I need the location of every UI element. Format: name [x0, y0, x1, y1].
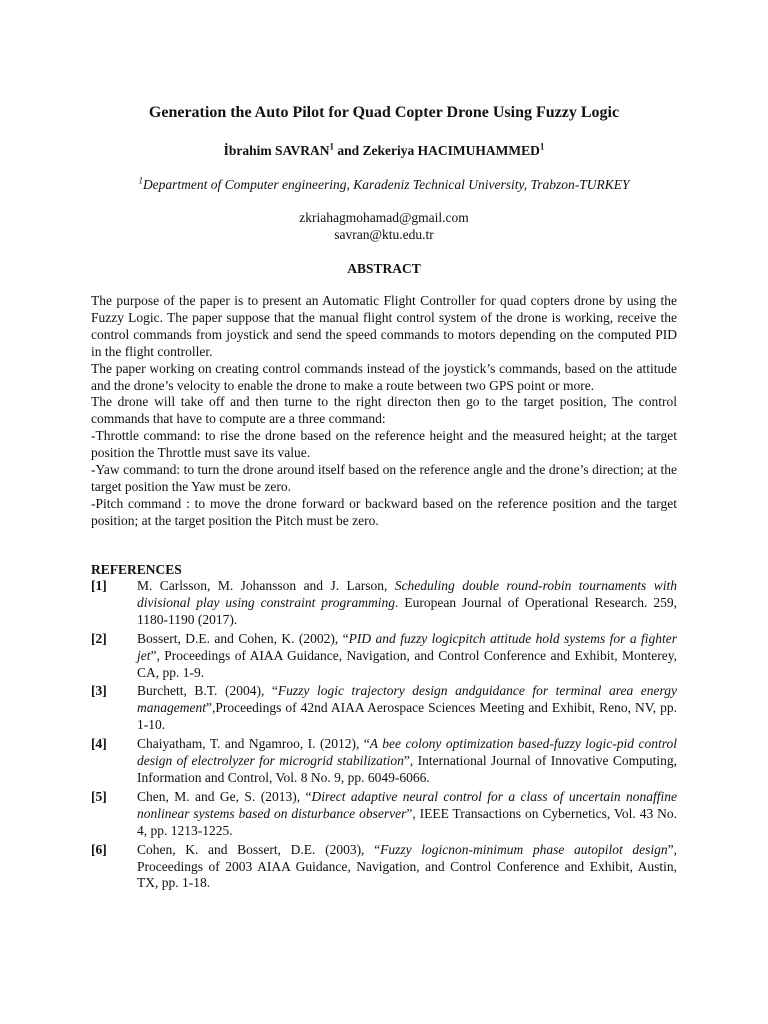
abstract-paragraph: The drone will take off and then turne to the right directon then go to the target position, The control commands that have to compute are a three command:	[91, 394, 677, 427]
reference-authors: Cohen, K. and Bossert, D.E. (2003), “	[137, 841, 381, 857]
author-line	[0, 142, 768, 160]
reference-text	[137, 842, 677, 893]
reference-item	[91, 736, 677, 787]
abstract-paragraph: The purpose of the paper is to present an Automatic Flight Controller for quad copters drone by using the Fuzzy Logic. The paper suppose that the manual flight control system of the drone is working, receive the control commands from joystick and send the speed commands to motors depending on the computed PID in the flight controller.	[91, 293, 677, 359]
reference-title: Fuzzy logic trajectory design andguidance for terminal area energy management	[137, 683, 678, 716]
reference-number: [4]	[91, 736, 107, 752]
affiliation	[0, 176, 768, 194]
reference-authors: Chaiyatham, T. and Ngamroo, I. (2012), “	[137, 736, 370, 752]
reference-text	[137, 736, 677, 787]
reference-text	[137, 578, 677, 629]
paper-title: Generation the Auto Pilot for Quad Copter Drone Using Fuzzy Logic	[148, 104, 620, 121]
reference-number: [1]	[91, 578, 107, 593]
reference-authors: Burchett, B.T. (2004), “	[137, 683, 278, 699]
affiliation-mark: 1	[138, 175, 143, 186]
reference-title: Direct adaptive neural control for a class of uncertain nonaffine nonlinear systems based on disturbance observer	[137, 788, 677, 821]
abstract-body	[91, 293, 677, 530]
reference-source: ”, International Journal of Innovative Computing, Information and Control, Vol. 8 No. 9, pp. 6049-6066.	[137, 753, 678, 785]
reference-number: [3]	[91, 683, 107, 699]
reference-title: A bee colony optimization based-fuzzy logic-pid control design of electrolyzer for microgrid stabilization	[137, 736, 677, 769]
reference-source: . European Journal of Operational Research. 259, 1180-1190 (2017).	[137, 594, 677, 627]
abstract-paragraph: The paper working on creating control commands instead of the joystick’s commands, based on the attitude and the drone’s velocity to enable the drone to make a route between two GPS point or more.	[91, 360, 677, 393]
reference-list	[91, 578, 677, 894]
author-affiliation-mark: 1	[329, 141, 334, 152]
reference-number: [2]	[91, 630, 107, 646]
reference-title: PID and fuzzy logicpitch attitude hold systems for a fighter jet	[137, 630, 677, 663]
email: zkriahagmohamad@gmail.com	[299, 210, 469, 225]
author-affiliation-mark: 1	[539, 141, 545, 152]
references-heading: REFERENCES	[91, 562, 182, 577]
reference-text	[137, 631, 677, 682]
reference-item	[91, 683, 677, 734]
abstract-paragraph: -Pitch command : to move the drone forward or backward based on the reference position and the target position; at the target position the Pitch must be zero.	[91, 495, 677, 528]
author-conjunction: and	[334, 143, 363, 158]
email: savran@ktu.edu.tr	[334, 227, 434, 242]
reference-source: ”, IEEE Transactions on Cybernetics, Vol. 43 No. 4, pp. 1213-1225.	[137, 805, 678, 838]
reference-item	[91, 842, 677, 893]
author-name: Zekeriya HACIMUHAMMED	[362, 143, 540, 158]
reference-authors: M. Carlsson, M. Johansson and J. Larson,	[137, 578, 395, 593]
reference-item	[91, 631, 677, 682]
reference-source: ”, Proceedings of 2003 AIAA Guidance, Navigation, and Control Conference and Exhibit, Austin, TX, pp. 1-18.	[137, 841, 678, 891]
abstract-paragraph: -Yaw command: to turn the drone around itself based on the reference angle and the drone’s direction; at the target position the Yaw must be zero.	[91, 462, 677, 494]
reference-title: Scheduling double round-robin tournaments with divisional play using constraint programming	[137, 578, 677, 610]
reference-title: Fuzzy logicnon-minimum phase autopilot design	[380, 841, 668, 857]
abstract-heading: ABSTRACT	[347, 261, 421, 276]
reference-authors: Bossert, D.E. and Cohen, K. (2002), “	[137, 630, 349, 646]
reference-source: ”, Proceedings of AIAA Guidance, Navigation, and Control Conference and Exhibit, Monterey, CA, pp. 1-9.	[137, 647, 677, 680]
author-emails	[0, 209, 768, 243]
reference-text	[137, 789, 677, 840]
abstract-paragraph: -Throttle command: to rise the drone based on the reference height and the measured height; at the target position the Throttle must save its value.	[91, 428, 677, 461]
reference-text	[137, 683, 677, 734]
reference-number: [6]	[91, 841, 107, 857]
author-name: İbrahim SAVRAN	[223, 143, 330, 158]
affiliation-text: Department of Computer engineering, Karadeniz Technical University, Trabzon-TURKEY	[142, 177, 630, 192]
reference-item	[91, 789, 677, 840]
reference-authors: Chen, M. and Ge, S. (2013), “	[137, 788, 312, 804]
reference-source: ”,Proceedings of 42nd AIAA Aerospace Sciences Meeting and Exhibit, Reno, NV, pp. 1-10.	[137, 700, 677, 733]
reference-number: [5]	[91, 788, 107, 804]
reference-item	[91, 578, 677, 629]
